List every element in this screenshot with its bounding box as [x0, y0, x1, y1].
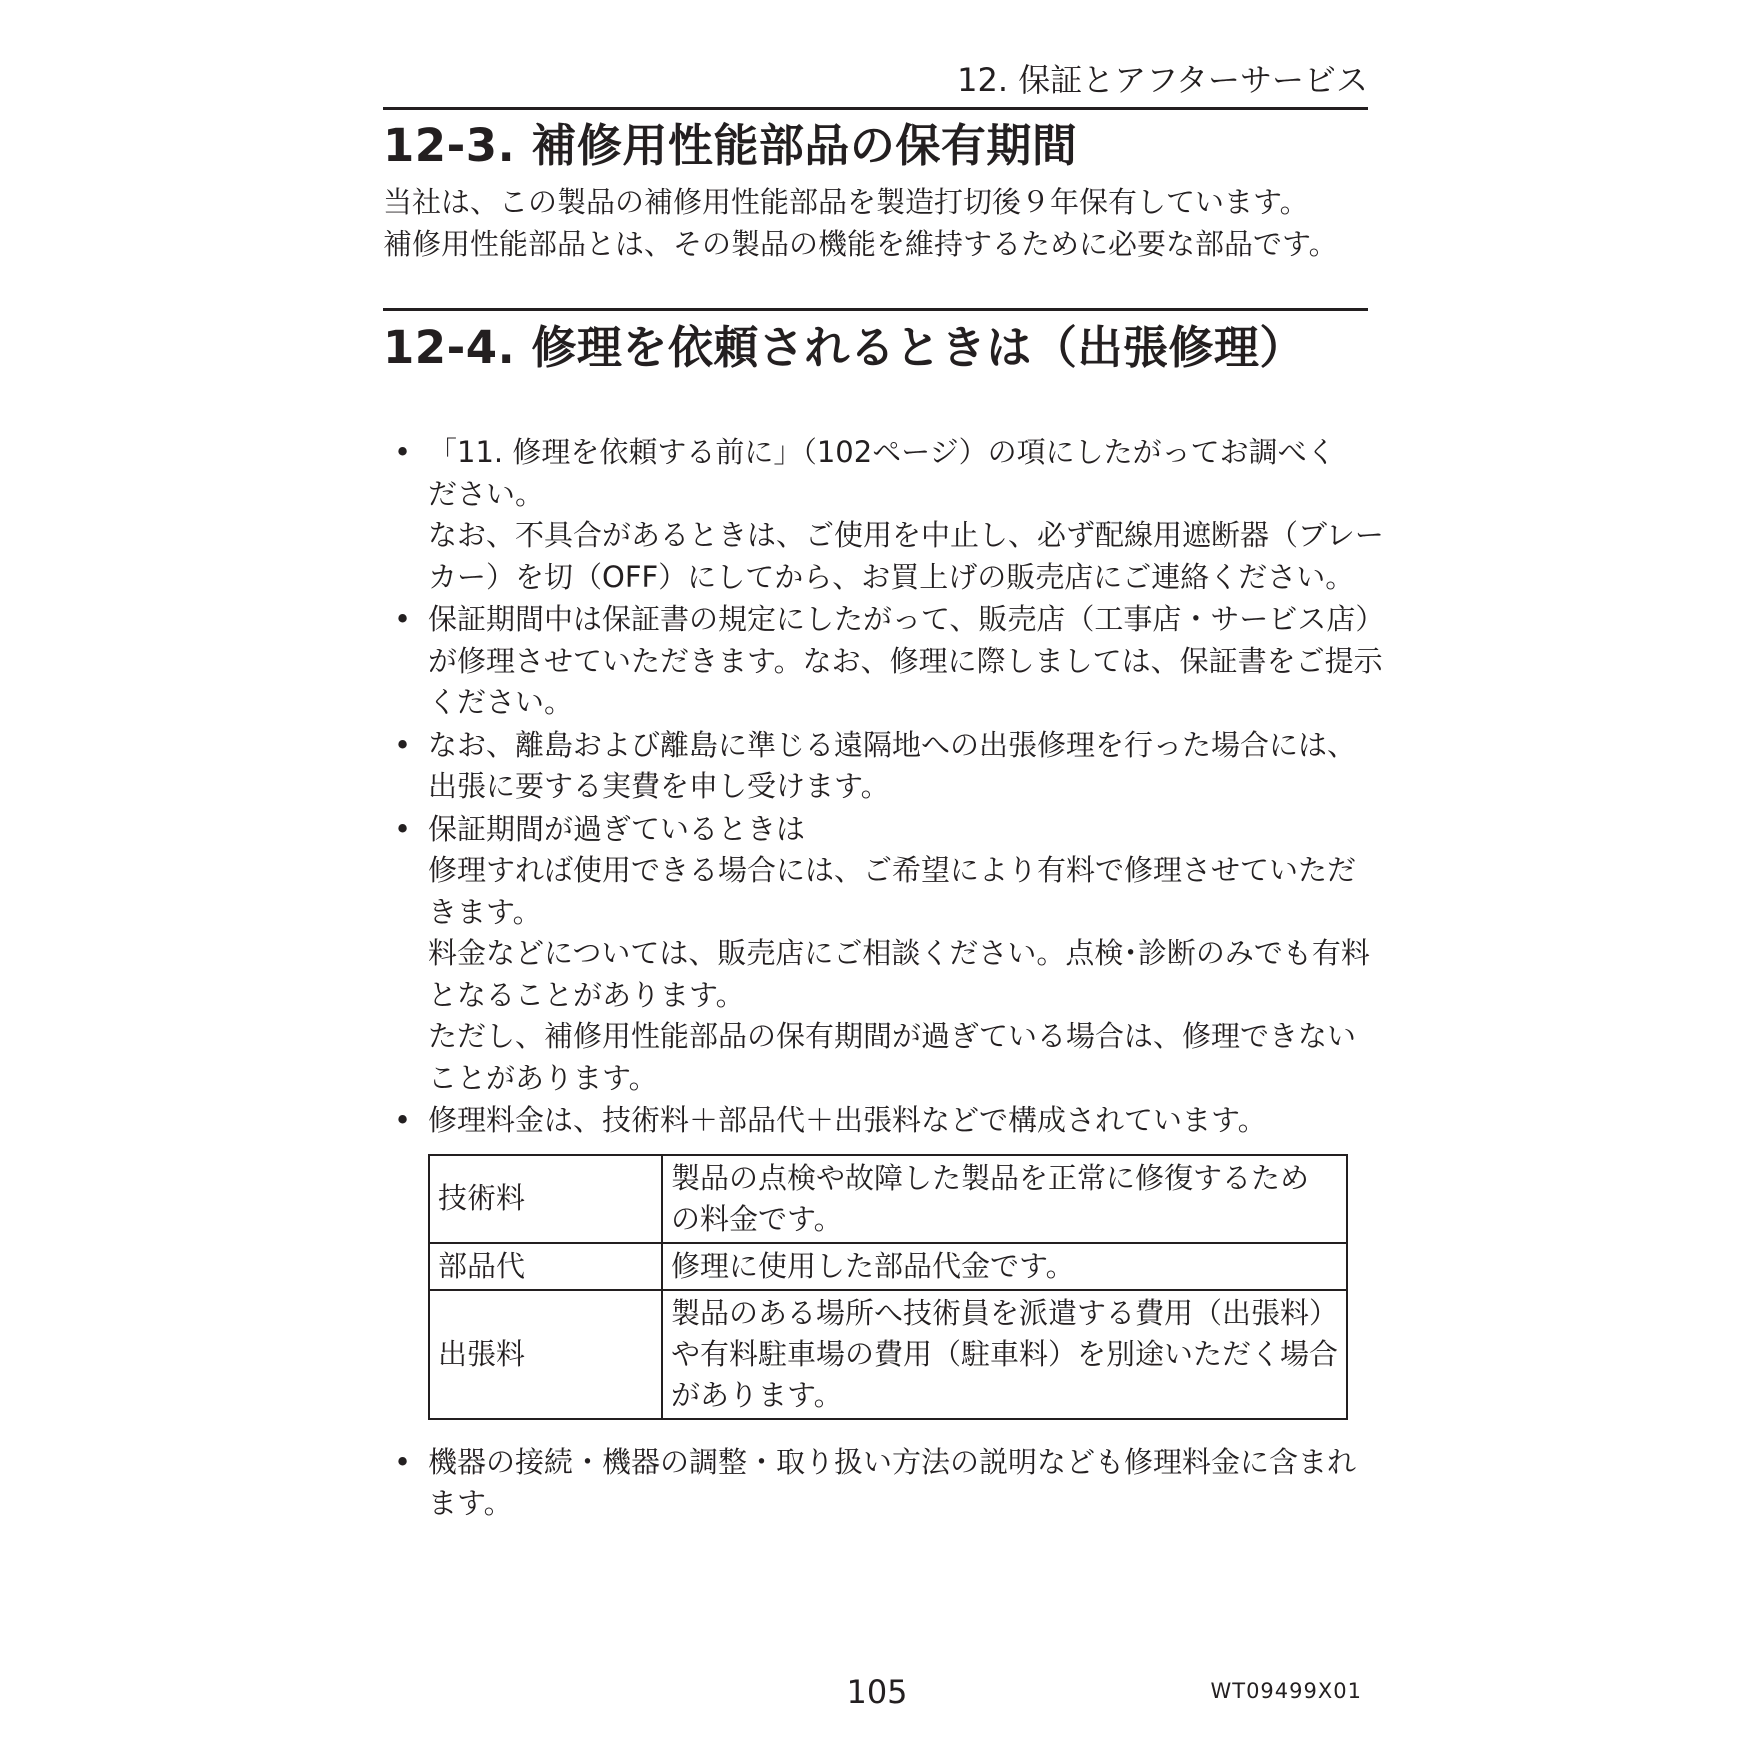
list-item-line: 「11. 修理を依頼する前に」（102ページ）の項にしたがってお調べく [428, 435, 1336, 469]
list-item-line: ことがあります。 [428, 1060, 658, 1095]
list-item-line: 出張に要する実費を申し受けます。 [428, 769, 890, 803]
list-item-line: 機器の接続・機器の調整・取り扱い方法の説明なども修理料金に含まれ [428, 1444, 1357, 1479]
list-item-line: ます。 [428, 1486, 513, 1520]
list-item [390, 725, 1380, 808]
list-item-line: 料金などについては、販売店にご相談ください。点検･診断のみでも有料 [428, 936, 1370, 970]
list-item-line: ださい。 [428, 476, 545, 511]
bullet-icon: • [394, 435, 412, 469]
fee-name-cell: 出張料 [429, 1290, 662, 1419]
list-item-line: カー）を切（OFF）にしてから、お買上げの販売店にご連絡ください。 [428, 559, 1355, 594]
list-item-line: ください。 [428, 685, 574, 719]
section-3-line: 補修用性能部品とは、その製品の機能を維持するために必要な部品です。 [383, 226, 1338, 261]
fee-description-cell [662, 1290, 1347, 1419]
table-row [429, 1155, 1347, 1243]
table-row [429, 1290, 1347, 1419]
list-item [390, 809, 1380, 1100]
list-item-line: となることがあります。 [428, 977, 745, 1012]
fee-description-line: や有料駐車場の費用（駐車料）を別途いただく場合 [670, 1336, 1338, 1371]
list-item-line: ただし、補修用性能部品の保有期間が過ぎている場合は、修理できない [428, 1019, 1357, 1053]
fee-description-line: があります。 [670, 1377, 843, 1412]
bullet-icon: • [394, 727, 412, 762]
list-item [390, 599, 1385, 724]
list-item-line: 修理すれば使用できる場合には、ご希望により有料で修理させていただ [428, 853, 1357, 887]
bullet-icon: • [394, 1103, 412, 1137]
section-divider [383, 308, 1368, 311]
list-item [390, 1442, 1380, 1525]
list-item [390, 432, 1384, 598]
list-item-line: が修理させていただきます。なお、修理に際しましては、保証書をご提示 [428, 643, 1383, 678]
repair-fee-table [428, 1154, 1348, 1420]
section-4-title: 12-4. 修理を依頼されるときは（出張修理） [383, 321, 1305, 374]
chapter-header: 12. 保証とアフターサービス [957, 61, 1368, 99]
list-item-line: なお、不具合があるときは、ご使用を中止し、必ず配線用遮断器（ブレー [428, 518, 1384, 552]
fee-description-line: 修理に使用した部品代金です。 [670, 1248, 1075, 1283]
page-number: 105 [846, 1673, 908, 1711]
bullet-icon: • [394, 602, 412, 636]
fee-description-cell [662, 1155, 1347, 1243]
list-item-line: 保証期間が過ぎているときは [428, 811, 806, 846]
fee-description-line: の料金です。 [670, 1201, 843, 1236]
section-3-body [383, 182, 1368, 265]
fee-description-cell [662, 1243, 1347, 1290]
fee-name-cell: 部品代 [429, 1243, 662, 1290]
list-item-line: 修理料金は、技術料＋部品代＋出張料などで構成されています。 [428, 1103, 1267, 1137]
list-item [390, 1100, 1380, 1420]
section-divider [383, 107, 1368, 110]
document-code: WT09499X01 [1210, 1679, 1362, 1703]
section-3-title: 12-3. 補修用性能部品の保有期間 [383, 119, 1078, 172]
fee-name-cell: 技術料 [429, 1155, 662, 1243]
list-item-line: きます。 [428, 894, 542, 929]
fee-description-line: 製品のある場所へ技術員を派遣する費用（出張料） [670, 1295, 1338, 1330]
list-item-line: 保証期間中は保証書の規定にしたがって、販売店（工事店・サービス店） [428, 602, 1385, 636]
bullet-icon: • [394, 1444, 412, 1479]
list-item-line: なお、離島および離島に準じる遠隔地への出張修理を行った場合には、 [428, 727, 1357, 762]
repair-info-list [390, 432, 1385, 1526]
bullet-icon: • [394, 811, 412, 846]
table-row [429, 1243, 1347, 1290]
fee-description-line: 製品の点検や故障した製品を正常に修復するため [670, 1160, 1309, 1195]
section-3-line: 当社は、この製品の補修用性能部品を製造打切後９年保有しています。 [383, 185, 1309, 219]
